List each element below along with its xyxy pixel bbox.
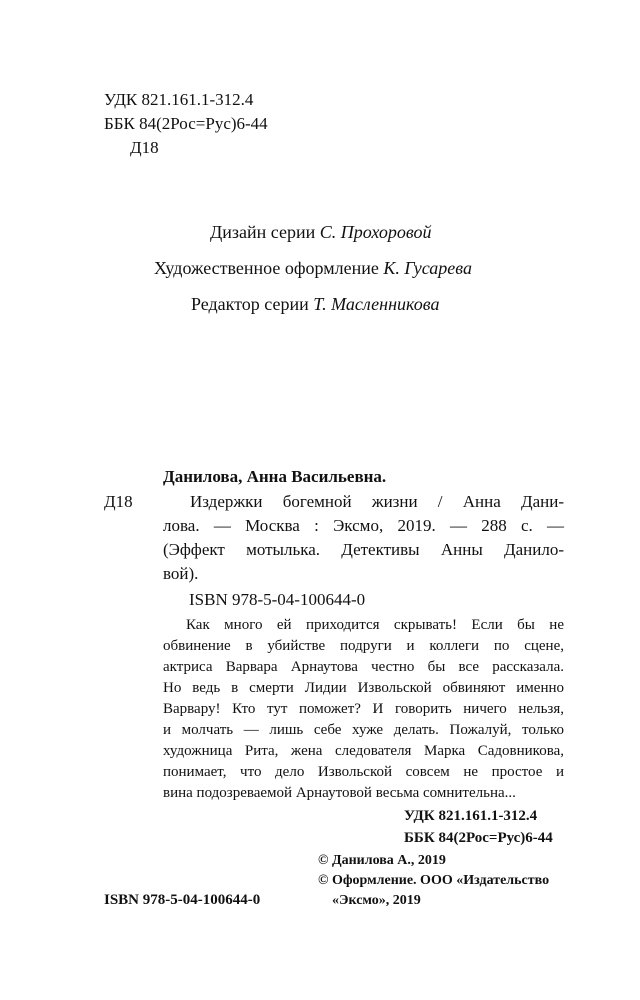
bbk-code-bottom: ББК 84(2Рос=Рус)6-44 — [404, 830, 553, 846]
catalog-line-3: (Эффект мотылька. Детективы Анны Данило- — [163, 540, 564, 559]
catalog-line-1: Издержки богемной жизни / Анна Дани- — [190, 492, 564, 511]
annotation-line-8: понимает, что дело Извольской совсем не простое и — [163, 764, 564, 780]
annotation-line-6: и молчать — лишь себе хуже делать. Пожалуй, только — [163, 722, 564, 738]
credit-design-label: Дизайн серии — [210, 222, 316, 242]
copyright-author: © Данилова А., 2019 — [318, 853, 446, 868]
copyright-design: © Оформление. ООО «Издательство — [318, 873, 550, 888]
bbk-code-top: ББК 84(2Рос=Рус)6-44 — [104, 114, 268, 133]
annotation-line-5: Варвару! Кто тут поможет? И говорить ничего нельзя, — [163, 701, 564, 717]
credit-editor-label: Редактор серии — [191, 294, 309, 314]
catalog-author: Данилова, Анна Васильевна. — [163, 467, 387, 486]
udk-code-bottom: УДК 821.161.1-312.4 — [404, 808, 538, 824]
annotation-line-9: вина подозреваемой Арнаутовой весьма сомнительна... — [163, 785, 516, 801]
author-mark-top: Д18 — [130, 138, 159, 157]
annotation-line-1: Как много ей приходится скрывать! Если бы не — [186, 617, 564, 633]
catalog-isbn: ISBN 978-5-04-100644-0 — [189, 590, 366, 609]
annotation-line-2: обвинение в убийстве подруги и коллеги по сцене, — [163, 638, 564, 654]
copyright-publisher: «Эксмо», 2019 — [332, 893, 421, 908]
isbn-bottom: ISBN 978-5-04-100644-0 — [104, 892, 261, 908]
credit-art — [154, 256, 472, 280]
credit-art-name: К. Гусарева — [383, 258, 472, 278]
catalog-mark: Д18 — [104, 492, 133, 511]
credit-design — [210, 220, 432, 244]
credit-design-name: С. Прохоровой — [319, 222, 432, 242]
catalog-line-2: лова. — Москва : Эксмо, 2019. — 288 с. — — [163, 516, 564, 535]
credit-editor — [191, 292, 439, 316]
catalog-line-4: вой). — [163, 564, 199, 583]
annotation-line-7: художница Рита, жена следователя Марка Садовникова, — [163, 743, 564, 759]
udk-code-top: УДК 821.161.1-312.4 — [104, 90, 254, 109]
annotation-line-3: актриса Варвара Арнаутова честно бы все рассказала. — [163, 659, 564, 675]
annotation-line-4: Но ведь в смерти Лидии Извольской обвиняют именно — [163, 680, 564, 696]
credit-editor-name: Т. Масленникова — [313, 294, 440, 314]
credit-art-label: Художественное оформление — [154, 258, 379, 278]
